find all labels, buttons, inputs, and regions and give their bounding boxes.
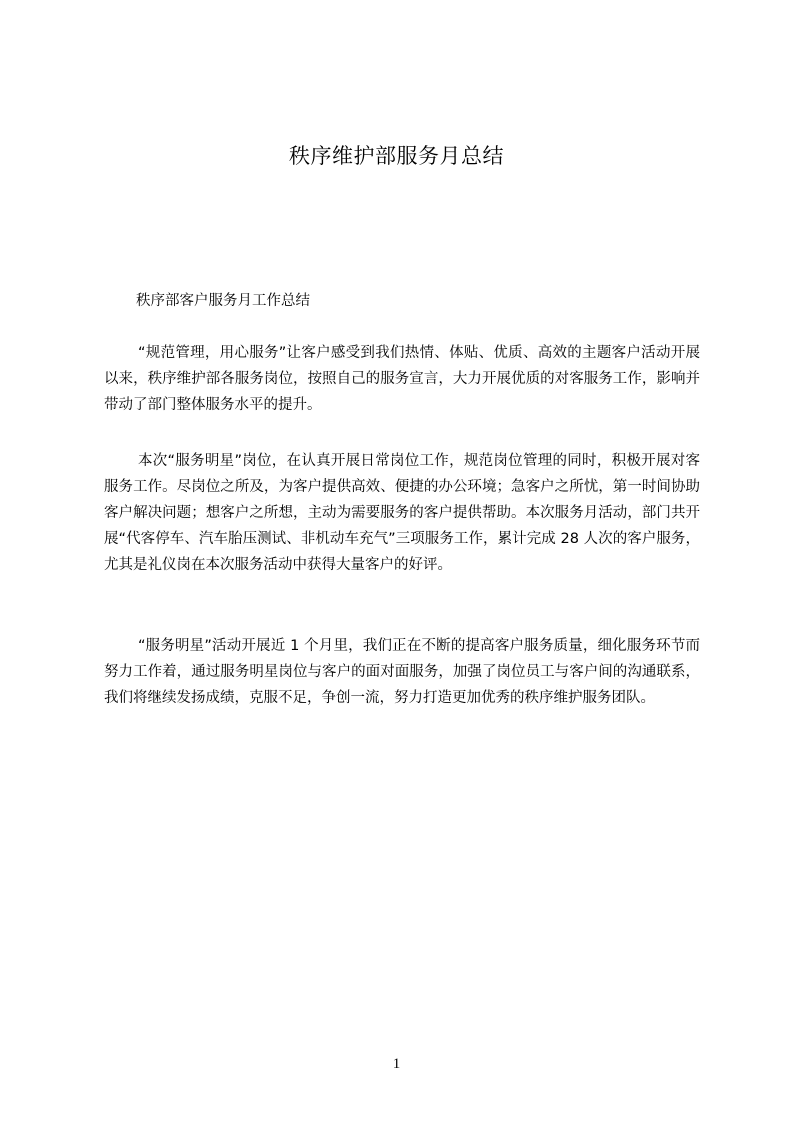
page-number: 1: [392, 1056, 401, 1072]
document-title: 秩序维护部服务月总结: [289, 144, 504, 168]
body-paragraph-1: “规范管理，用心服务”让客户感受到我们热情、体贴、优质、高效的主题客户活动开展以来，秩序维护部各服务岗位，按照自己的服务宣言，大力开展优质的对客服务工作，影响并带动了部门整体服务水平的提升。: [104, 345, 700, 413]
body-paragraph-3: “服务明星”活动开展近 1 个月里，我们正在不断的提高客户服务质量，细化服务环节而努力工作着，通过服务明星岗位与客户的面对面服务，加强了岗位员工与客户间的沟通联系，我们将继续发扬成绩，克服不足，争创一流，努力打造更加优秀的秩序维护服务团队。: [104, 638, 700, 706]
body-paragraph-2: 本次“服务明星”岗位，在认真开展日常岗位工作，规范岗位管理的同时，积极开展对客服务工作。尽岗位之所及，为客户提供高效、便捷的办公环境；急客户之所忧，第一时间协助客户解决问题；想客户之所想，主动为需要服务的客户提供帮助。本次服务月活动，部门共开展“代客停车、汽车胎压测试、非机动车充气”三项服务工作，累计完成 28 人次的客户服务，尤其是礼仪岗在本次服务活动中获得大量客户的好评。: [104, 453, 700, 573]
document-subtitle: 秩序部客户服务月工作总结: [136, 293, 310, 309]
